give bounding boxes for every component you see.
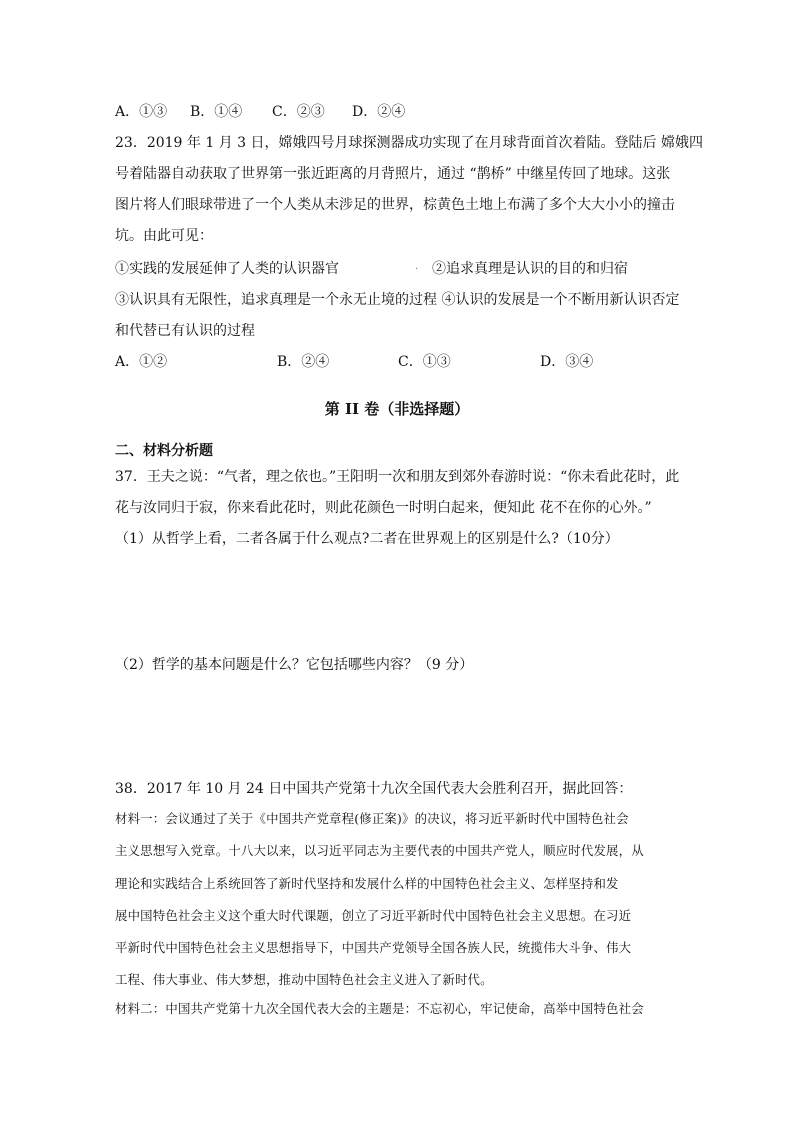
q37-text-line: 花与汝同归于寂，你来看此花时，则此花颜色一时明白起来，便知此 花不在你的心外。” [115, 500, 652, 516]
q38-material-line: 展中国特色社会主义这个重大时代课题，创立了习近平新时代中国特色社会主义思想。在习近 [115, 908, 632, 923]
q23-statement-2: ②追求真理是认识的目的和归宿 [432, 261, 628, 277]
q22-option-c[interactable]: C．②③ [272, 104, 325, 120]
q38-material-line: 工程、伟大事业、伟大梦想，推动中国特色社会主义进入了新时代。 [115, 972, 493, 987]
q22-option-b[interactable]: B．①④ [190, 104, 243, 120]
q37-text-line: 37．王夫之说：“气者，理之依也。”王阳明一次和朋友到郊外春游时说：“你未看此花时，此 [115, 469, 680, 485]
q23-option-d[interactable]: D．③④ [540, 354, 594, 370]
q38-intro: 38．2017 年 10 月 24 日中国共产党第十九次全国代表大会胜利召开，据此回答： [115, 781, 633, 797]
q23-option-a[interactable]: A．①② [115, 354, 168, 370]
q23-option-c[interactable]: C．①③ [398, 354, 451, 370]
q22-option-a[interactable]: A．①③ [115, 104, 168, 120]
part2-title: 第 II 卷（非选择题） [324, 400, 470, 418]
stray-mark: · [415, 264, 419, 275]
q37-subquestion-2: （2）哲学的基本问题是什么？它包括哪些内容？（9 分） [115, 657, 474, 673]
q23-statement-1: ①实践的发展延伸了人类的认识器官 [115, 261, 339, 277]
section-heading: 二、材料分析题 [115, 443, 213, 459]
q23-text-line: 号着陆器自动获取了世界第一张近距离的月背照片，通过 “鹊桥” 中继星传回了地球。这张 [115, 166, 671, 182]
q23-text-line: 坑。由此可见： [115, 228, 213, 244]
q38-material-line: 理论和实践结合上系统回答了新时代坚持和发展什么样的中国特色社会主义、怎样坚持和发 [115, 876, 619, 891]
q22-option-d[interactable]: D．②④ [352, 104, 406, 120]
q38-material-line: 材料一：会议通过了关于《中国共产党章程(修正案)》的决议，将习近平新时代中国特色社会 [115, 811, 629, 826]
q38-material-line: 材料二：中国共产党第十九次全国代表大会的主题是：不忘初心，牢记使命，高举中国特色社会 [115, 1001, 644, 1016]
q23-text-line: 图片将人们眼球带进了一个人类从未涉足的世界，棕黄色土地上布满了多个大大小小的撞击 [115, 197, 675, 213]
q38-material-line: 主义思想写入党章。十八大以来，以习近平同志为主要代表的中国共产党人，顺应时代发展，从 [115, 843, 644, 858]
q38-material-line: 平新时代中国特色社会主义思想指导下，中国共产党领导全国各族人民，统揽伟大斗争、伟大 [115, 940, 632, 955]
q23-statement-4-cont: 和代替已有认识的过程 [115, 323, 255, 339]
q23-text-line: 23．2019 年 1 月 3 日，嫦娥四号月球探测器成功实现了在月球背面首次着陆。登陆后 嫦娥四 [115, 135, 703, 151]
q23-statement-3-4: ③认识具有无限性，追求真理是一个永无止境的过程 ④认识的发展是一个不断用新认识否定 [115, 292, 680, 308]
q23-option-b[interactable]: B．②④ [277, 354, 330, 370]
q37-subquestion-1: （1）从哲学上看，二者各属于什么观点?二者在世界观上的区别是什么?（10分） [115, 531, 619, 547]
